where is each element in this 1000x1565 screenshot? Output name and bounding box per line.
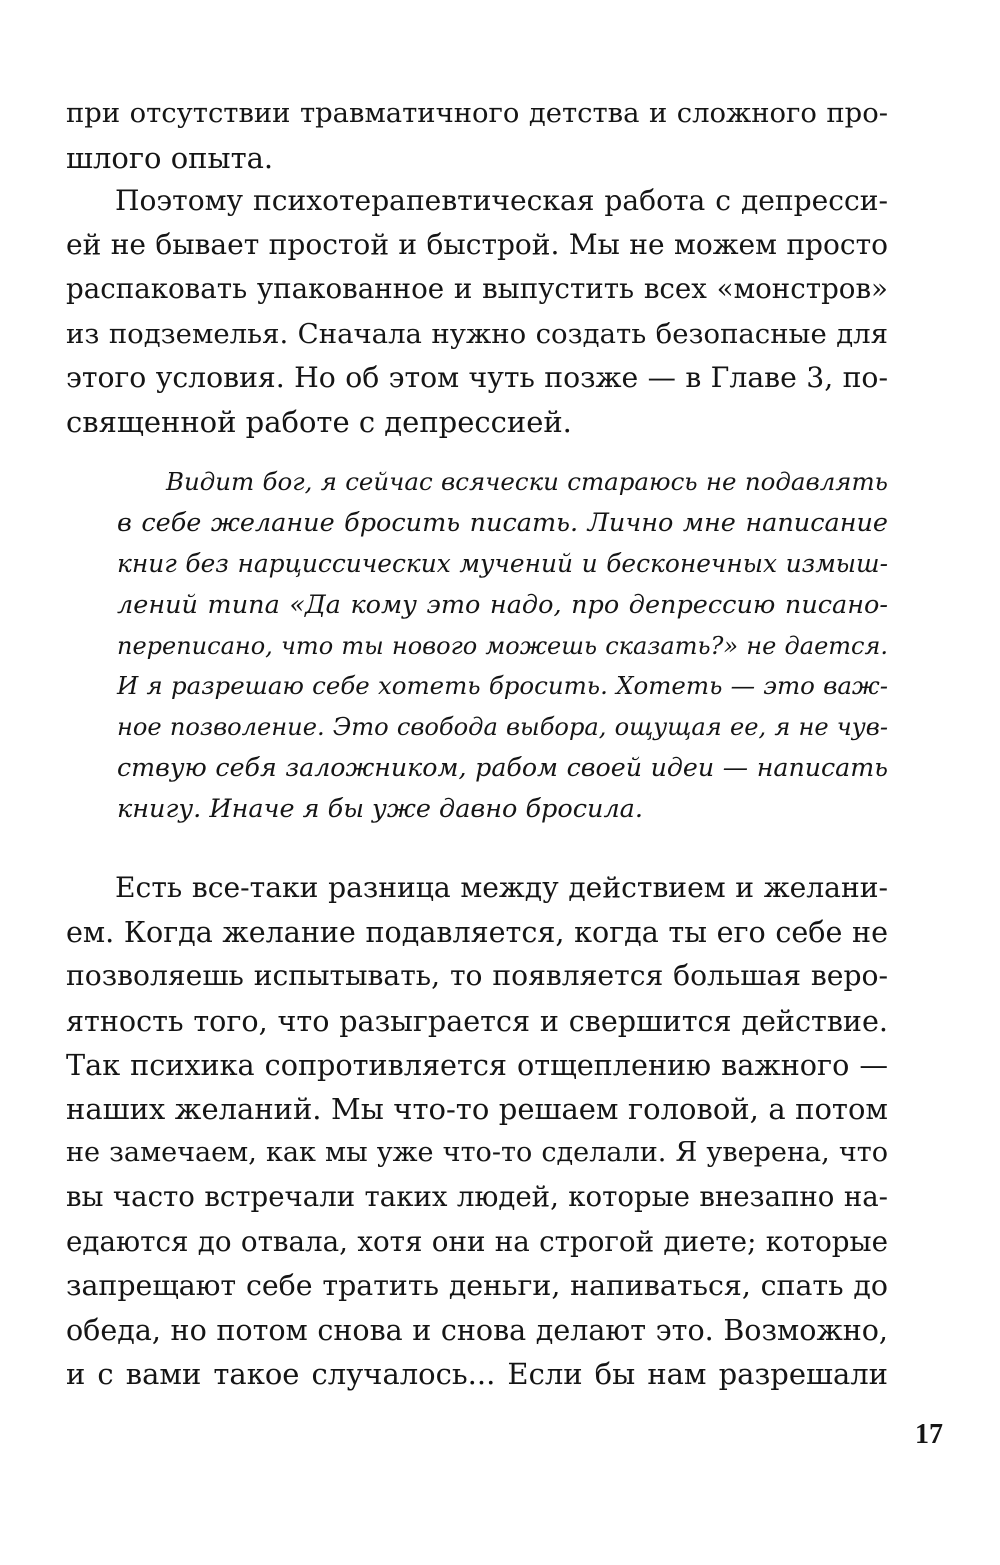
text-line: распаковать упакованное и выпустить всех «монстров» — [66, 272, 888, 306]
text-line: наших желаний. Мы что-то решаем головой, а потом — [66, 1091, 888, 1126]
text-line: ятность того, что разыграется и свершится действие. — [66, 1003, 888, 1038]
text-line: при отсутствии травматичного детства и сложного про- — [66, 98, 888, 129]
quote-line: в себе желание бросить писать. Лично мне написание — [117, 507, 888, 538]
text-line: запрещают себе тратить деньги, напиваться, спать до — [66, 1268, 888, 1302]
quote-line: книг без нарциссических мучений и бесконечных измыш- — [117, 548, 888, 578]
text-line: Поэтому психотерапевтическая работа с депресси- — [115, 184, 888, 217]
text-line: вы часто встречали таких людей, которые внезапно на- — [66, 1180, 888, 1214]
text-line: из подземелья. Сначала нужно создать безопасные для — [66, 317, 888, 350]
quote-line: книгу. Иначе я бы уже давно бросила. — [117, 794, 643, 825]
quote-line: ствую себя заложником, рабом своей идеи — написать — [117, 753, 888, 783]
text-line: позволяешь испытывать, то появляется большая веро- — [66, 959, 888, 993]
text-line: ей не бывает простой и быстрой. Мы не можем просто — [66, 228, 888, 262]
text-line: едаются до отвала, хотя они на строгой диете; которые — [66, 1224, 888, 1258]
text-line: священной работе с депрессией. — [66, 404, 572, 439]
text-line: обеда, но потом снова и снова делают это. Возможно, — [66, 1312, 888, 1347]
text-line: шлого опыта. — [66, 141, 274, 176]
quote-line: лений типа «Да кому это надо, про депрессию писано- — [117, 589, 888, 620]
text-line: Так психика сопротивляется отщеплению важного — — [66, 1047, 888, 1082]
paragraph-desire — [66, 866, 888, 1396]
quote-line: И я разрешаю себе хотеть бросить. Хотеть — это важ- — [117, 671, 888, 701]
text-line: и с вами такое случалось... Если бы нам разрешали — [66, 1357, 888, 1392]
page-number: 17 — [915, 1419, 943, 1450]
text-line: не замечаем, как мы уже что-то сделали. Я уверена, что — [66, 1137, 888, 1169]
text-line: этого условия. Но об этом чуть позже — в Главе 3, по- — [66, 360, 888, 394]
italic-quote — [117, 462, 888, 830]
text-line: Есть все-таки разница между действием и желани- — [115, 871, 888, 904]
paragraph-continuation — [66, 92, 888, 180]
quote-line: переписано, что ты нового можешь сказать?» не дается. — [117, 631, 888, 660]
paragraph-therapy — [66, 179, 888, 444]
quote-line: ное позволение. Это свобода выбора, ощущая ее, я не чув- — [117, 713, 888, 742]
text-line: ем. Когда желание подавляется, когда ты его себе не — [66, 915, 888, 950]
quote-line: Видит бог, я сейчас всячески стараюсь не подавлять — [166, 467, 888, 496]
